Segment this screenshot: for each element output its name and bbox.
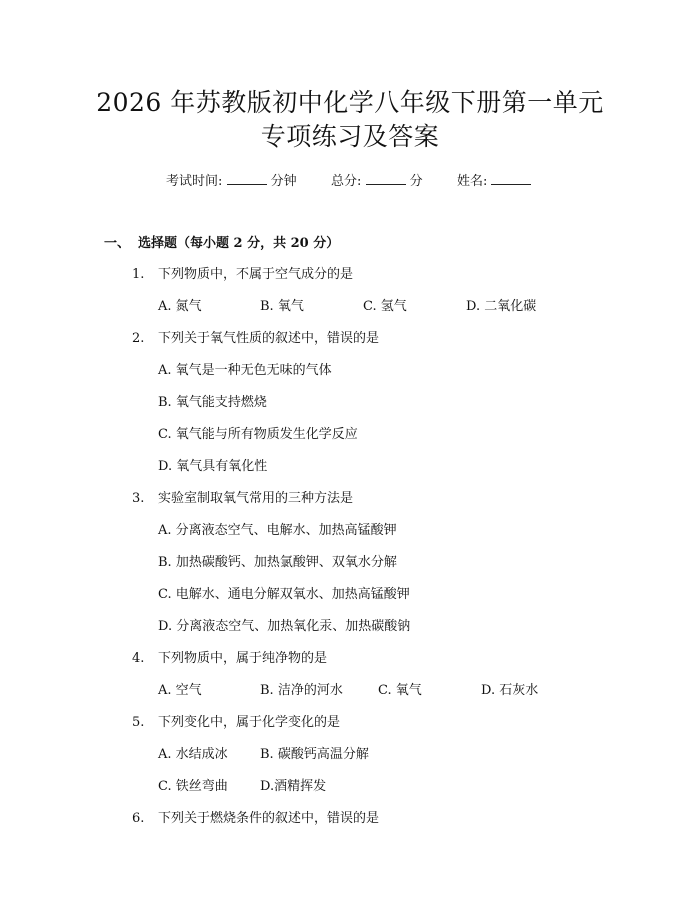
section-number: 一、 [104,236,131,251]
total-score-label: 总分: [330,174,362,189]
q3-option-c: C. 电解水、通电分解双氧水、加热高锰酸钾 [158,587,410,602]
q3-option-a: A. 分离液态空气、电解水、加热高锰酸钾 [158,523,397,538]
question-text: 下列变化中，属于化学变化的是 [158,715,341,730]
q5-option-a: A. 水结成冰 [158,747,228,762]
q1-option-d: D. 二氧化碳 [466,299,537,314]
q4-option-d: D. 石灰水 [481,683,539,698]
q1-option-c: C. 氢气 [363,299,407,314]
document-title-line-2: 专项练习及答案 [260,122,440,151]
question-number: 3. [132,491,145,506]
student-name-blank[interactable] [491,172,531,185]
question-text: 下列物质中，不属于空气成分的是 [158,267,354,282]
question-text: 下列物质中，属于纯净物的是 [158,651,328,666]
question-text: 实验室制取氧气常用的三种方法是 [158,491,354,506]
question-5 [132,711,340,730]
q5-option-d: D.酒精挥发 [260,779,327,794]
question-number: 5. [132,715,145,730]
q3-option-d: D. 分离液态空气、加热氧化汞、加热碳酸钠 [158,619,411,634]
question-number: 4. [132,651,145,666]
question-text: 下列关于氧气性质的叙述中，错误的是 [158,331,380,346]
total-score-blank[interactable] [366,172,406,185]
total-score-unit: 分 [409,174,423,189]
question-number: 2. [132,331,145,346]
q5-option-b: B. 碳酸钙高温分解 [260,747,369,762]
q2-option-c: C. 氧气能与所有物质发生化学反应 [158,427,358,442]
section-heading [104,232,339,251]
q4-option-b: B. 洁净的河水 [260,683,343,698]
question-4 [132,647,327,666]
document-title-line-1: 2026 年苏教版初中化学八年级下册第一单元 [96,88,604,117]
q1-option-b: B. 氧气 [260,299,304,314]
exam-time-unit: 分钟 [270,174,297,189]
q4-option-c: C. 氧气 [378,683,422,698]
section-title: 选择题（每小题 2 分，共 20 分） [138,236,340,251]
q4-option-a: A. 空气 [158,683,202,698]
question-number: 6. [132,811,145,826]
question-text: 下列关于燃烧条件的叙述中，错误的是 [158,811,380,826]
q5-option-c: C. 铁丝弯曲 [158,779,228,794]
q2-option-a: A. 氧气是一种无色无味的气体 [158,363,332,378]
question-number: 1. [132,267,145,282]
question-2 [132,327,379,346]
q2-option-b: B. 氧气能支持燃烧 [158,395,267,410]
question-3 [132,487,353,506]
student-name-label: 姓名: [456,174,488,189]
q1-option-a: A. 氮气 [158,299,202,314]
q3-option-b: B. 加热碳酸钙、加热氯酸钾、双氧水分解 [158,555,397,570]
q2-option-d: D. 氧气具有氧化性 [158,459,268,474]
exam-time-blank[interactable] [227,172,267,185]
exam-info-line [166,170,531,189]
question-1 [132,263,353,282]
question-6 [132,807,379,826]
exam-time-label: 考试时间: [166,174,223,189]
